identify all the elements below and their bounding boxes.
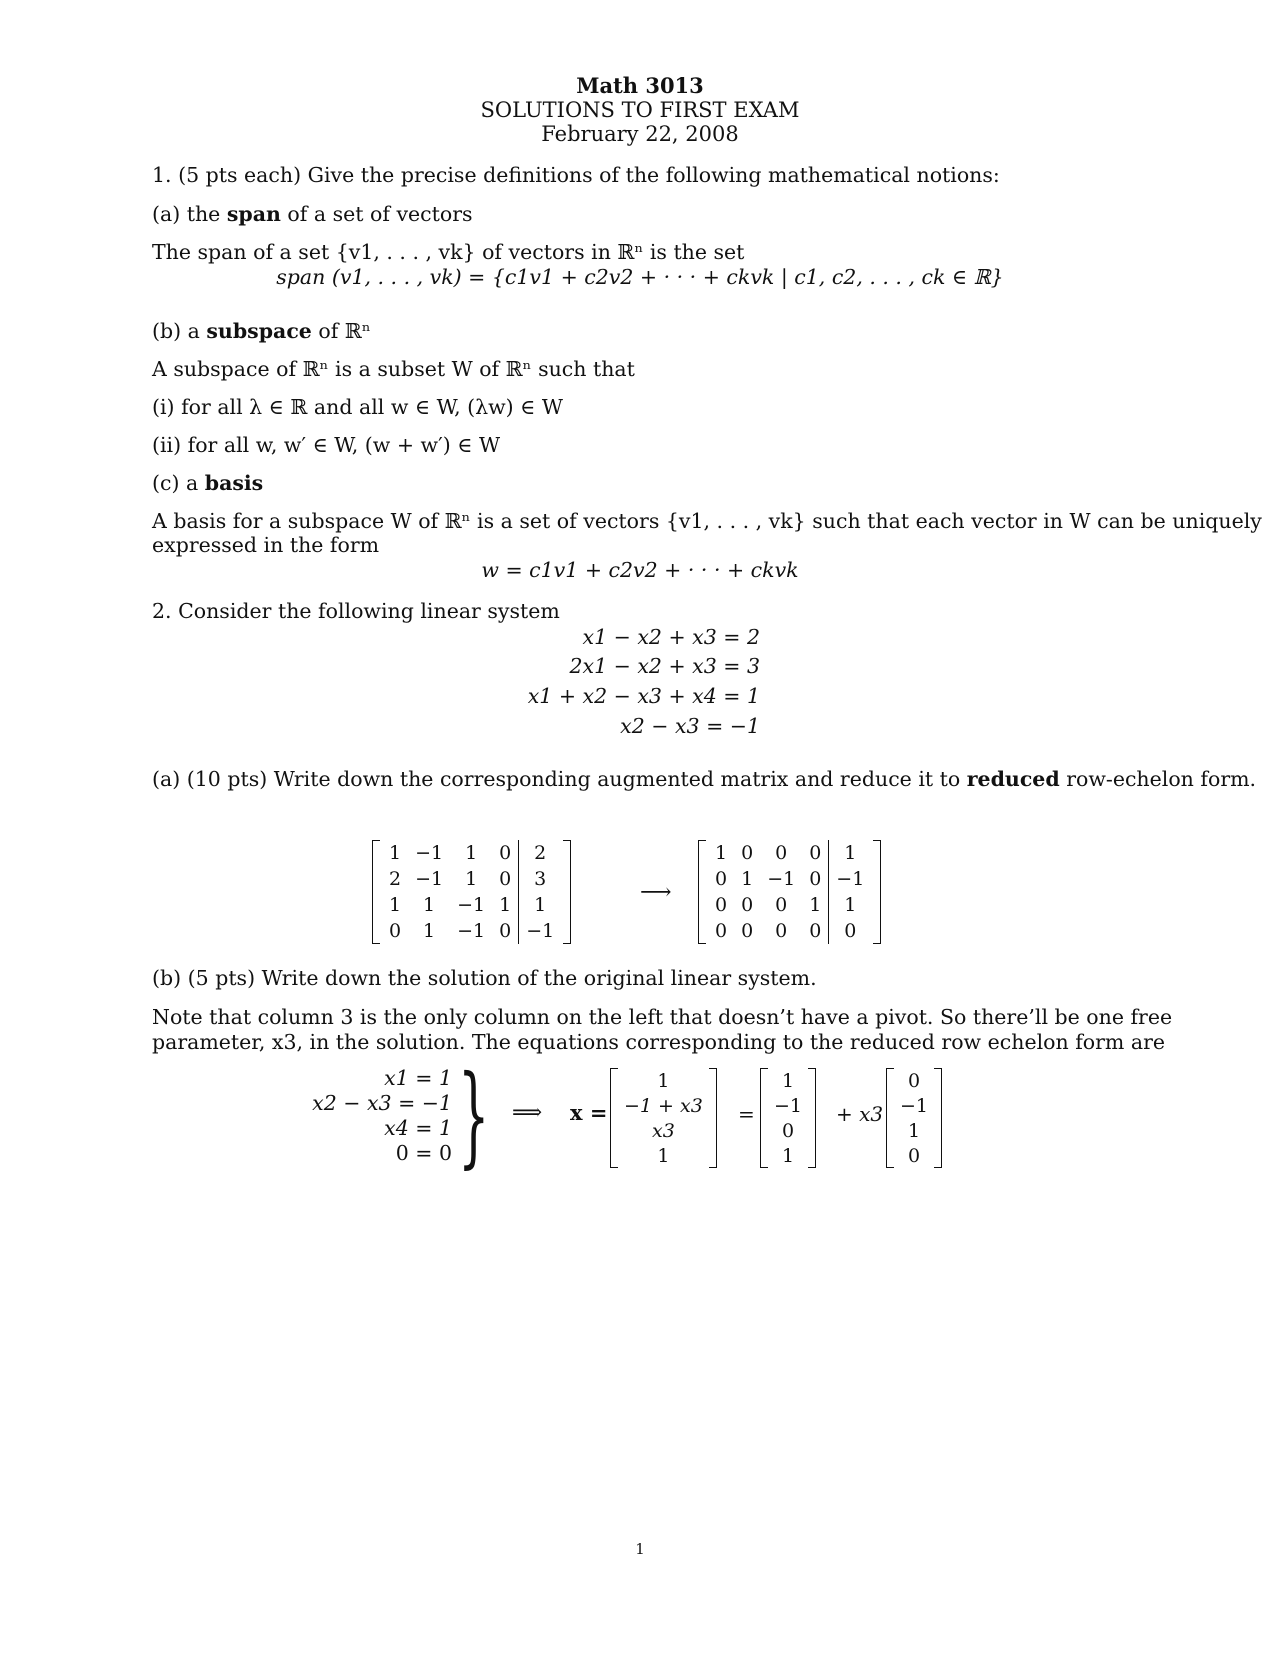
q1b-condition-i: (i) for all λ ∈ ℝ and all w ∈ W, (λw) ∈ W bbox=[152, 395, 563, 419]
left-bracket bbox=[610, 1068, 618, 1168]
matrix-cell: 1 bbox=[741, 868, 754, 890]
vector-row bbox=[896, 1143, 932, 1168]
reduction-arrow: ⟶ bbox=[640, 880, 672, 905]
left-bracket bbox=[886, 1068, 894, 1168]
matrix-cell: 1 bbox=[499, 894, 512, 916]
vector-row bbox=[620, 1118, 707, 1143]
plus-x3-term: + x3 bbox=[836, 1102, 884, 1126]
q2-prompt: 2. Consider the following linear system bbox=[152, 599, 560, 623]
q2a-heading bbox=[152, 766, 1256, 792]
reduced-matrix bbox=[698, 840, 881, 944]
q1b-prefix: (b) a bbox=[152, 319, 207, 343]
q1a-prefix: (a) the bbox=[152, 202, 227, 226]
matrix-cell: 0 bbox=[715, 868, 728, 890]
exam-title: SOLUTIONS TO FIRST EXAM bbox=[480, 98, 800, 122]
matrix-row bbox=[708, 866, 871, 892]
vector-row bbox=[620, 1093, 707, 1118]
matrix-cell: 1 bbox=[389, 842, 402, 864]
general-solution-vector bbox=[610, 1068, 717, 1168]
q1a-suffix: of a set of vectors bbox=[280, 202, 473, 226]
basis-formula: w = c1v1 + c2v2 + · · · + ckvk bbox=[481, 558, 799, 582]
q1c-term: basis bbox=[204, 471, 264, 495]
q1c-heading bbox=[152, 470, 263, 496]
augmented-matrix bbox=[372, 840, 571, 944]
matrix-cell: 0 bbox=[741, 894, 754, 916]
matrix-cell: 1 bbox=[465, 868, 478, 890]
matrix-row bbox=[382, 892, 561, 918]
matrix-cell: 3 bbox=[519, 866, 562, 892]
vector-entry: 0 bbox=[907, 1069, 921, 1092]
q1a-term: span bbox=[226, 202, 281, 226]
augmented-table bbox=[382, 840, 561, 944]
matrix-row bbox=[382, 840, 561, 866]
matrix-cell: 0 bbox=[775, 842, 788, 864]
vector-row bbox=[896, 1068, 932, 1093]
system-equation-2: 2x1 − x2 + x3 = 3 bbox=[569, 654, 760, 678]
vector-row bbox=[620, 1068, 707, 1093]
rref-equation-4: 0 = 0 bbox=[395, 1141, 452, 1165]
direction-vector bbox=[886, 1068, 942, 1168]
q1b-term: subspace bbox=[206, 319, 312, 343]
q1c-prefix: (c) a bbox=[152, 471, 205, 495]
matrix-row bbox=[708, 918, 871, 944]
right-brace: } bbox=[458, 1051, 490, 1179]
span-formula: span (v1, . . . , vk) = {c1v1 + c2v2 + · · · + ckvk | c1, c2, . . . , ck ∈ ℝ} bbox=[276, 265, 1004, 289]
matrix-cell: 0 bbox=[809, 842, 822, 864]
q1b-answer: A subspace of ℝⁿ is a subset W of ℝⁿ such that bbox=[152, 357, 635, 381]
vector-entry: −1 bbox=[900, 1094, 929, 1117]
vector-row bbox=[896, 1093, 932, 1118]
matrix-cell: 1 bbox=[423, 920, 436, 942]
q2b-note-line1: Note that column 3 is the only column on the left that doesn’t have a pivot. So there’ll be one free bbox=[152, 1005, 1173, 1029]
solution-x-label: x = bbox=[570, 1100, 608, 1125]
right-bracket bbox=[934, 1068, 942, 1168]
matrix-row bbox=[708, 892, 871, 918]
q2a-bold: reduced bbox=[966, 767, 1060, 791]
matrix-cell: 0 bbox=[499, 842, 512, 864]
vector-entry: −1 + x3 bbox=[624, 1094, 703, 1117]
vector-row bbox=[770, 1143, 806, 1168]
course-title: Math 3013 bbox=[576, 73, 704, 98]
matrix-cell: −1 bbox=[457, 894, 486, 916]
matrix-cell: 2 bbox=[389, 868, 402, 890]
matrix-row bbox=[708, 840, 871, 866]
q1c-answer-line1: A basis for a subspace W of ℝⁿ is a set of vectors {v1, . . . , vk} such that each vector in W can be uniquely bbox=[152, 509, 1262, 533]
equals-sign: = bbox=[738, 1102, 755, 1126]
matrix-cell: −1 bbox=[767, 868, 796, 890]
vector-entry: x3 bbox=[652, 1119, 675, 1142]
q1c-answer-line2: expressed in the form bbox=[152, 533, 380, 557]
matrix-cell: 1 bbox=[829, 840, 872, 866]
q1b-condition-ii: (ii) for all w, w′ ∈ W, (w + w′) ∈ W bbox=[152, 433, 501, 457]
left-bracket bbox=[698, 840, 706, 944]
matrix-cell: 0 bbox=[715, 894, 728, 916]
matrix-cell: 0 bbox=[715, 920, 728, 942]
matrix-cell: 0 bbox=[809, 868, 822, 890]
exam-date: February 22, 2008 bbox=[541, 122, 739, 146]
vector-entry: 1 bbox=[781, 1069, 795, 1092]
system-equation-3: x1 + x2 − x3 + x4 = 1 bbox=[527, 684, 760, 708]
matrix-cell: 0 bbox=[499, 868, 512, 890]
q1a-answer: The span of a set {v1, . . . , vk} of vectors in ℝⁿ is the set bbox=[152, 240, 745, 264]
matrix-cell: 0 bbox=[741, 842, 754, 864]
reduced-table bbox=[708, 840, 871, 944]
matrix-cell: −1 bbox=[415, 868, 444, 890]
matrix-cell: 1 bbox=[829, 892, 872, 918]
matrix-cell: −1 bbox=[415, 842, 444, 864]
q2a-suffix: row-echelon form. bbox=[1059, 767, 1257, 791]
vector-entry: 1 bbox=[781, 1144, 795, 1167]
left-bracket bbox=[760, 1068, 768, 1168]
matrix-cell: 1 bbox=[465, 842, 478, 864]
vector-row bbox=[896, 1118, 932, 1143]
matrix-cell: 2 bbox=[519, 840, 562, 866]
vector-entry: −1 bbox=[774, 1094, 803, 1117]
matrix-cell: 0 bbox=[741, 920, 754, 942]
q1-prompt: 1. (5 pts each) Give the precise definitions of the following mathematical notions: bbox=[152, 163, 1000, 187]
matrix-cell: 0 bbox=[499, 920, 512, 942]
page-number: 1 bbox=[635, 1540, 645, 1558]
vector-row bbox=[770, 1068, 806, 1093]
matrix-cell: −1 bbox=[519, 918, 562, 944]
rref-equation-2: x2 − x3 = −1 bbox=[312, 1091, 452, 1115]
matrix-cell: −1 bbox=[829, 866, 872, 892]
right-bracket bbox=[709, 1068, 717, 1168]
implies-arrow: ⟹ bbox=[512, 1100, 543, 1124]
particular-solution-vector bbox=[760, 1068, 816, 1168]
vector-entries bbox=[620, 1068, 707, 1168]
vector-entry: 0 bbox=[781, 1119, 795, 1142]
matrix-cell: 0 bbox=[829, 918, 872, 944]
system-equation-1: x1 − x2 + x3 = 2 bbox=[582, 625, 760, 649]
system-equation-4: x2 − x3 = −1 bbox=[620, 714, 760, 738]
q2b-note-line2: parameter, x3, in the solution. The equations corresponding to the reduced row echelon form are bbox=[152, 1030, 1166, 1054]
matrix-cell: 1 bbox=[715, 842, 728, 864]
matrix-row bbox=[382, 918, 561, 944]
matrix-cell: 0 bbox=[809, 920, 822, 942]
q2b-prompt: (b) (5 pts) Write down the solution of the original linear system. bbox=[152, 966, 817, 990]
vector-entries bbox=[770, 1068, 806, 1168]
vector-entry: 1 bbox=[657, 1144, 670, 1167]
right-bracket bbox=[563, 840, 571, 944]
matrix-cell: −1 bbox=[457, 920, 486, 942]
q1b-heading bbox=[152, 318, 371, 344]
q1a-heading bbox=[152, 201, 473, 227]
left-bracket bbox=[372, 840, 380, 944]
vector-entry: 0 bbox=[907, 1144, 921, 1167]
matrix-cell: 0 bbox=[389, 920, 402, 942]
vector-entry: 1 bbox=[907, 1119, 921, 1142]
vector-entry: 1 bbox=[657, 1069, 670, 1092]
rref-equation-3: x4 = 1 bbox=[384, 1116, 452, 1140]
matrix-cell: 1 bbox=[519, 892, 562, 918]
matrix-cell: 0 bbox=[775, 920, 788, 942]
q2a-prefix: (a) (10 pts) Write down the corresponding augmented matrix and reduce it to bbox=[152, 767, 967, 791]
vector-row bbox=[770, 1093, 806, 1118]
matrix-cell: 1 bbox=[423, 894, 436, 916]
matrix-row bbox=[382, 866, 561, 892]
vector-row bbox=[620, 1143, 707, 1168]
q1b-suffix: of ℝⁿ bbox=[311, 319, 371, 343]
vector-row bbox=[770, 1118, 806, 1143]
matrix-cell: 0 bbox=[775, 894, 788, 916]
vector-entries bbox=[896, 1068, 932, 1168]
matrix-cell: 1 bbox=[809, 894, 822, 916]
right-bracket bbox=[808, 1068, 816, 1168]
matrix-cell: 1 bbox=[389, 894, 402, 916]
right-bracket bbox=[873, 840, 881, 944]
rref-equation-1: x1 = 1 bbox=[384, 1066, 452, 1090]
